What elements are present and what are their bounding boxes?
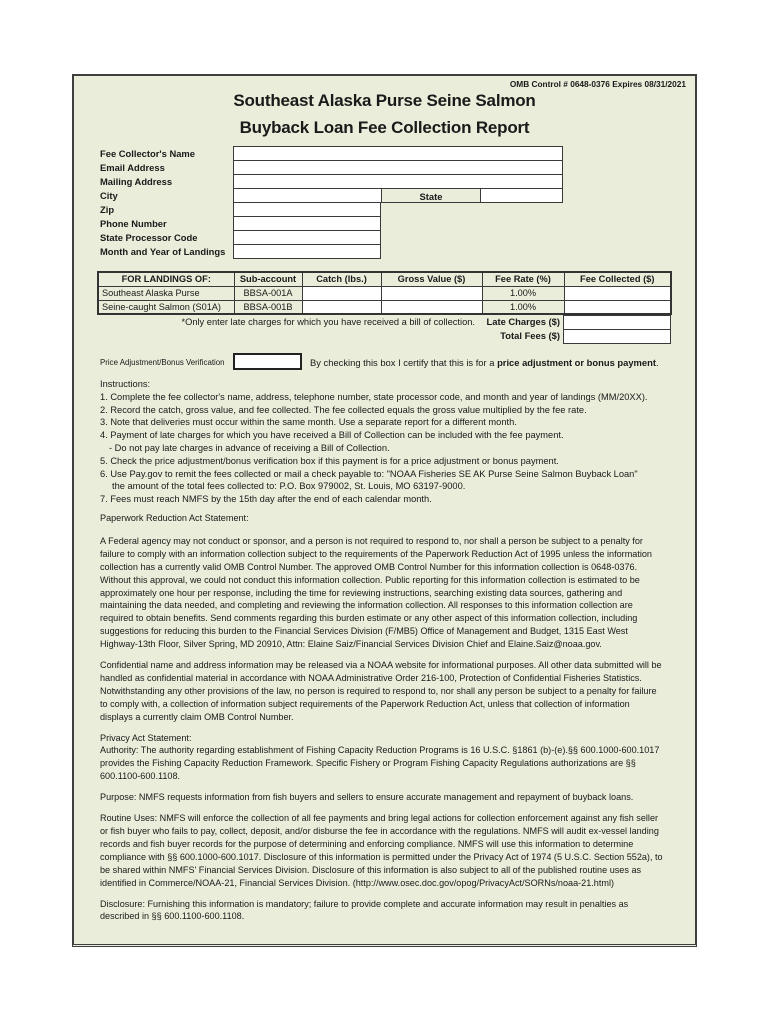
month-year-landings-label: Month and Year of Landings <box>100 246 226 257</box>
city-input[interactable] <box>233 188 382 203</box>
price-adjustment-label: Price Adjustment/Bonus Verification <box>100 358 225 367</box>
catch-input[interactable] <box>302 300 381 314</box>
state-input[interactable] <box>480 188 563 203</box>
instruction-item: 3. Note that deliveries must occur within the same month. Use a separate report for a different month. <box>100 417 517 428</box>
landing-name: Southeast Alaska Purse <box>98 286 234 300</box>
header-fee-collected: Fee Collected ($) <box>564 272 671 286</box>
instruction-item: 6. Use Pay.gov to remit the fees collected or mail a check payable to: "NOAA Fisheries SE AK Purse Seine Salmon Buyback Loan" <box>100 468 638 479</box>
landings-fee-table <box>97 271 672 315</box>
header-catch: Catch (lbs.) <box>302 272 381 286</box>
header-fee-rate: Fee Rate (%) <box>482 272 564 286</box>
form-title-line2: Buyback Loan Fee Collection Report <box>239 118 530 137</box>
omb-control-line: OMB Control # 0648-0376 Expires 08/31/2021 <box>509 79 686 89</box>
total-fees-label: Total Fees ($) <box>500 330 560 341</box>
table-row <box>98 300 671 314</box>
instructions-list <box>100 391 664 506</box>
statement-suffix: . <box>655 357 659 368</box>
privacy-authority: Authority: The authority regarding establishment of Fishing Capacity Reduction Programs is 16 U.S.C. §1861 (b)-(e).§§ 600.1000-600.1017 provides the Fishing Capacity Reduction Framework. Specific Fishery or Program Fishing Capacity Regulations authorizations are §§ 600.1100-600.1108. <box>100 745 660 782</box>
price-adjustment-statement <box>310 354 659 371</box>
table-row <box>98 286 671 300</box>
pra-paragraph-1: A Federal agency may not conduct or sponsor, and a person is not required to respond to, nor shall a person be subject to a penalty for failure to comply with an information collection subject to the requirements of the Paperwork Reduction Act of 1995 unless the information collection has a currently valid OMB Control Number. The approved OMB Control Number for this information collection is 0648-0376. Without this approval, we could not conduct this information collection. Public reporting for this information collection is estimated to be approximately one hour per response, including the time for reviewing instructions, searching existing data sources, gathering and maintaining the data needed, and completing and reviewing the information collection. All responses to this information collection are required to obtain benefits. Send comments regarding this burden estimate or any other aspect of this information collection, including suggestions for reducing this burden to the Financial Services Division (F/MB5) Office of Management and Budget, 1315 East West Highway-13th Floor, Silver Spring, MD 20910, Attn: Elaine Saiz/Financial Services Division Chief and Elaine.Saiz@noaa.gov. <box>100 535 652 650</box>
sub-account: BBSA-001B <box>234 300 302 314</box>
month-year-landings-input[interactable] <box>233 244 381 259</box>
pra-heading: Paperwork Reduction Act Statement: <box>100 512 249 523</box>
disclosure-paragraph: Disclosure: Furnishing this information is mandatory; failure to provide complete and accurate information may result in penalties as described in §§ 600.1100-600.1108. <box>100 898 629 922</box>
total-fees-input[interactable] <box>563 329 671 344</box>
mailing-address-input[interactable] <box>233 174 563 189</box>
landing-name: Seine-caught Salmon (S01A) <box>98 300 234 314</box>
email-label: Email Address <box>100 162 165 173</box>
phone-label: Phone Number <box>100 218 167 229</box>
header-gross-value: Gross Value ($) <box>381 272 482 286</box>
price-adjustment-checkbox[interactable] <box>233 353 302 370</box>
sub-account: BBSA-001A <box>234 286 302 300</box>
instruction-item: 5. Check the price adjustment/bonus verification box if this payment is for a price adjustment or bonus payment. <box>100 455 559 466</box>
late-charges-note: *Only enter late charges for which you have received a bill of collection. <box>181 317 475 327</box>
fee-collector-name-label: Fee Collector's Name <box>100 148 195 159</box>
pra-paragraph-2: Confidential name and address information may be released via a NOAA website for informational purposes. All other data submitted will be handled as confidential material in accordance with NOAA Administrative Order 216-100, Protection of Confidential Fisheries Statistics. Notwithstanding any other provisions of the law, no person is required to respond to, nor shall any person be subject to a penalty for failure to comply with, a collection of information subject requirements of the Paperwork Reduction Act, unless that collection of information displays a currently claim OMB Control Number. <box>100 660 662 722</box>
text-body <box>74 76 695 941</box>
header-sub-account: Sub-account <box>234 272 302 286</box>
city-label: City <box>100 190 118 201</box>
privacy-heading: Privacy Act Statement: <box>100 732 192 743</box>
routine-uses-paragraph: Routine Uses: NMFS will enforce the collection of all fee payments and bring legal actions for collection enforcement against any fish seller or fish buyer who fails to pay, collect, deposit, and/or disburse the fee in accordance with the regulations. NMFS will audit ex-vessel landing records and fish buyer records for the purpose of determining and enforcing compliance. NMFS will use this information to determine compliance with §§ 600.1000-600.1017. Disclosure of this information is permitted under the Privacy Act of 1974 (5 U.S.C. Section 552a), to be shared within NMFS' Financial Services Division. Disclosure of this information is also subject to all of the published routine uses as identified in Commerce/NOAA-21, Financial Services Division. (http://www.osec.doc.gov/opog/PrivacyAct/SORNs/noaa-21.html) <box>100 813 663 888</box>
fee-collected-input[interactable] <box>564 300 671 314</box>
zip-label: Zip <box>100 204 115 215</box>
zip-input[interactable] <box>233 202 381 217</box>
mailing-address-label: Mailing Address <box>100 176 173 187</box>
purpose-paragraph: Purpose: NMFS requests information from fish buyers and sellers to ensure accurate management and repayment of buyback loans. <box>100 792 634 803</box>
table-header-row <box>98 272 671 286</box>
phone-input[interactable] <box>233 216 381 231</box>
state-label: State <box>381 188 481 203</box>
instruction-item: - Do not pay late charges in advance of receiving a Bill of Collection. <box>109 442 390 453</box>
catch-input[interactable] <box>302 286 381 300</box>
gross-value-input[interactable] <box>381 286 482 300</box>
fee-rate: 1.00% <box>482 286 564 300</box>
instructions-heading: Instructions: <box>100 379 151 389</box>
fee-collector-name-input[interactable] <box>233 146 563 161</box>
fee-rate: 1.00% <box>482 300 564 314</box>
form-title-line1: Southeast Alaska Purse Seine Salmon <box>233 91 536 110</box>
instruction-item: the amount of the total fees collected to: P.O. Box 979002, St. Louis, MO 63197-9000. <box>112 481 466 492</box>
email-input[interactable] <box>233 160 563 175</box>
instruction-item: 1. Complete the fee collector's name, address, telephone number, state processor code, and month and year of landings (MM/20XX). <box>100 391 648 402</box>
state-processor-code-label: State Processor Code <box>100 232 198 243</box>
late-charges-label: Late Charges ($) <box>486 316 560 327</box>
fee-collected-input[interactable] <box>564 286 671 300</box>
statement-prefix: By checking this box I certify that this is for a <box>310 357 498 368</box>
statement-bold: price adjustment or bonus payment <box>497 357 656 368</box>
form-page <box>72 74 697 947</box>
header-for-landings: FOR LANDINGS OF: <box>98 272 234 286</box>
late-charges-input[interactable] <box>563 315 671 330</box>
gross-value-input[interactable] <box>381 300 482 314</box>
instruction-item: 7. Fees must reach NMFS by the 15th day after the end of each calendar month. <box>100 494 432 505</box>
instruction-item: 2. Record the catch, gross value, and fee collected. The fee collected equals the gross value multiplied by the fee rate. <box>100 404 587 415</box>
state-processor-code-input[interactable] <box>233 230 381 245</box>
instruction-item: 4. Payment of late charges for which you have received a Bill of Collection can be included with the fee payment. <box>100 430 564 441</box>
